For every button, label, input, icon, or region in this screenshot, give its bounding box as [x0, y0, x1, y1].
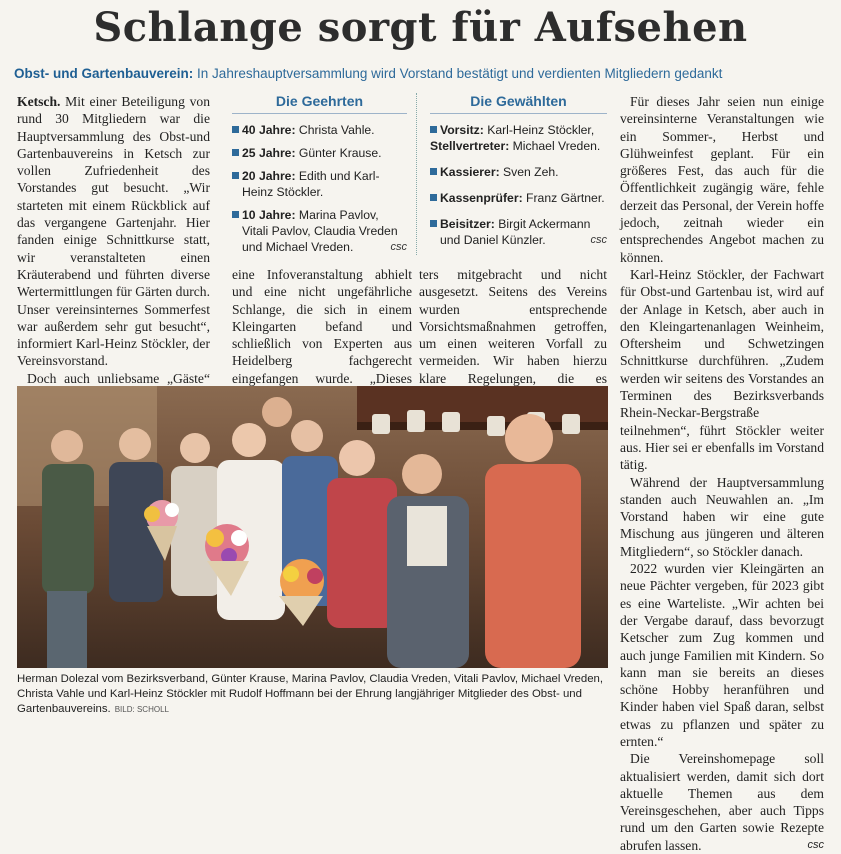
item-key: Stellvertreter: [430, 139, 510, 153]
signature: csc [807, 838, 824, 851]
list-item [232, 122, 407, 138]
signature: csc [590, 234, 607, 246]
item-key: Kassierer: [440, 165, 500, 179]
paragraph: Karl-Heinz Stöckler, der Fachwart für Obst-und Gartenbau ist, wird auf der Anlage in Ketsch, aber auch in den Kleingartenanlagen Weinheim, Oftersheim und Schwetzingen Schnittkurse durchführen. „Zudem werden wir seitens des Vorstandes an Terminen des Bezirksverbands Rhein-Neckar-Bergstraße teilnehmen“, führt Stöckler weiter aus. Hier sei er ebenfalls im Vorstand tätig. [620, 266, 824, 473]
caption-text: Herman Dolezal vom Bezirksverband, Günter Krause, Marina Pavlov, Claudia Vreden, Vitali Pavlov, Michael Vreden, Christa Vahle und Karl-Heinz Stöckler mit Rudolf Hoffmann bei der Ehrung langjähriger Mitglieder des Obst- und Gartenbauvereins. [17, 673, 604, 715]
paragraph: Während der Hauptversammlung standen auch Neuwahlen an. „Im Vorstand haben wir eine gute Mischung aus jüngeren und älteren Mitgliedern“, so Stöckler danach. [620, 474, 824, 559]
item-key: 25 Jahre: [242, 146, 296, 160]
item-value: Franz Gärtner. [526, 191, 605, 205]
photo-caption [17, 672, 610, 717]
item-value: Edith und Karl-Heinz Stöckler. [242, 169, 380, 199]
paragraph: ters mitgebracht und nicht ausgesetzt. Seitens des Vereins wurden entsprechende Vorsichtsmaßnahmen getroffen, um einen weiteren Vorfall zu vermeiden. Wir haben hierzu klare Regelungen, die es [419, 267, 607, 386]
item-key: 40 Jahre: [242, 123, 296, 137]
item-key: Vorsitz: [440, 123, 484, 137]
item-value: Karl-Heinz Stöckler, [487, 123, 595, 137]
signature: csc [390, 241, 407, 253]
list-item [430, 164, 607, 180]
box-title: Die Geehrten [232, 93, 407, 114]
subline [14, 66, 834, 81]
list-item [232, 207, 407, 255]
paragraph: Doch auch unliebsame „Gäste“ [27, 370, 210, 386]
item-value: Birgit Ackermann und Daniel Künzler. [440, 217, 591, 247]
list-item [232, 168, 407, 200]
paragraph [620, 750, 824, 854]
subline-text: In Jahreshauptversammlung wird Vorstand bestätigt und verdienten Mitgliedern gedankt [197, 66, 723, 81]
paragraph: eine Infoveranstaltung abhielt und eine nicht ungefährliche Schlange, die sich in einem Kleingarten befand und schließlich von Experten aus Heidelberg fachgerecht eingefangen wurde. „Dieses [232, 267, 412, 386]
paragraph: Für dieses Jahr seien nun einige vereinsinterne Veranstaltungen wie ein Sommer-, Herbst und Glühweinfest geplant. Für ein größeres Fest, das auch für die Öffentlichkeit zugängig wäre, fehle derzeit das Personal, der Verein hoffe jedoch, zeitnah wieder ein entsprechendes Angebot machen zu können. [620, 94, 824, 265]
item-value: Christa Vahle. [298, 123, 375, 137]
item-value: Marina Pavlov, Vitali Pavlov, Claudia Vreden und Michael Vreden. [242, 208, 398, 254]
item-key: 20 Jahre: [242, 169, 296, 183]
paragraph: 2022 wurden vier Kleingärten an neue Pächter vergeben, für 2023 gibt es eine Warteliste. „Wir achten bei der Vergabe darauf, dass bevorzugt Ketscher zum Zug kommen und auch junge Familien mit Kindern. So kann man sie bereits an dieses schöne Hobby heranführen und Kinder haben viel Spaß daran, selbst etwas zu pflanzen und später zu ernten.“ [620, 561, 824, 749]
info-box-geehrten [232, 93, 407, 262]
item-value: Günter Krause. [298, 146, 382, 160]
group-photo [17, 386, 608, 668]
item-value: Michael Vreden. [512, 139, 601, 153]
subline-kicker: Obst- und Gartenbauverein: [14, 66, 194, 81]
item-key: Beisitzer: [440, 217, 495, 231]
paragraph-text: Mit einer Beteiligung von rund 30 Mitgliedern war die Hauptversammlung des Obst-und Gartenbauvereins in Ketsch zur vollen Zufriedenheit des Vorstandes gut besucht. „Wir starteten mit einem Rückblick auf das vergangene Gartenjahr. Hier fanden einige Schnittkurse statt, wir veranstalteten einen Kräuterabend und führten diverse Wertermittlungen für Gärten durch. Unser vereinsinternes Sommerfest war außerdem sehr gut besucht“, informiert Karl-Heinz Stöckler, der Vereinsvorstand. [17, 94, 210, 369]
list-item [430, 138, 607, 154]
dateline: Ketsch. [17, 94, 61, 109]
list-item [430, 216, 607, 248]
box-title: Die Gewählten [430, 93, 607, 114]
item-key: Kassenprüfer: [440, 191, 523, 205]
list-item [232, 145, 407, 161]
info-box-gewaehlten [430, 93, 607, 255]
item-value: Sven Zeh. [503, 165, 559, 179]
photo-credit: BILD: SCHOLL [114, 705, 169, 714]
article-column-4 [620, 93, 824, 854]
group-photo-illustration [17, 386, 608, 668]
item-key: 10 Jahre: [242, 208, 296, 222]
paragraph [17, 93, 210, 370]
list-item [430, 190, 607, 206]
column-divider [416, 93, 417, 255]
list-item [430, 122, 607, 138]
paragraph-text: Die Vereinshomepage soll aktualisiert werden, damit sich dort aktuelle Themen aus dem Vereinsgeschehen, aber auch Tipps rund um den Garten sowie Rezepte abrufen lassen. [620, 751, 824, 853]
headline: Schlange sorgt für Aufsehen [93, 4, 748, 51]
